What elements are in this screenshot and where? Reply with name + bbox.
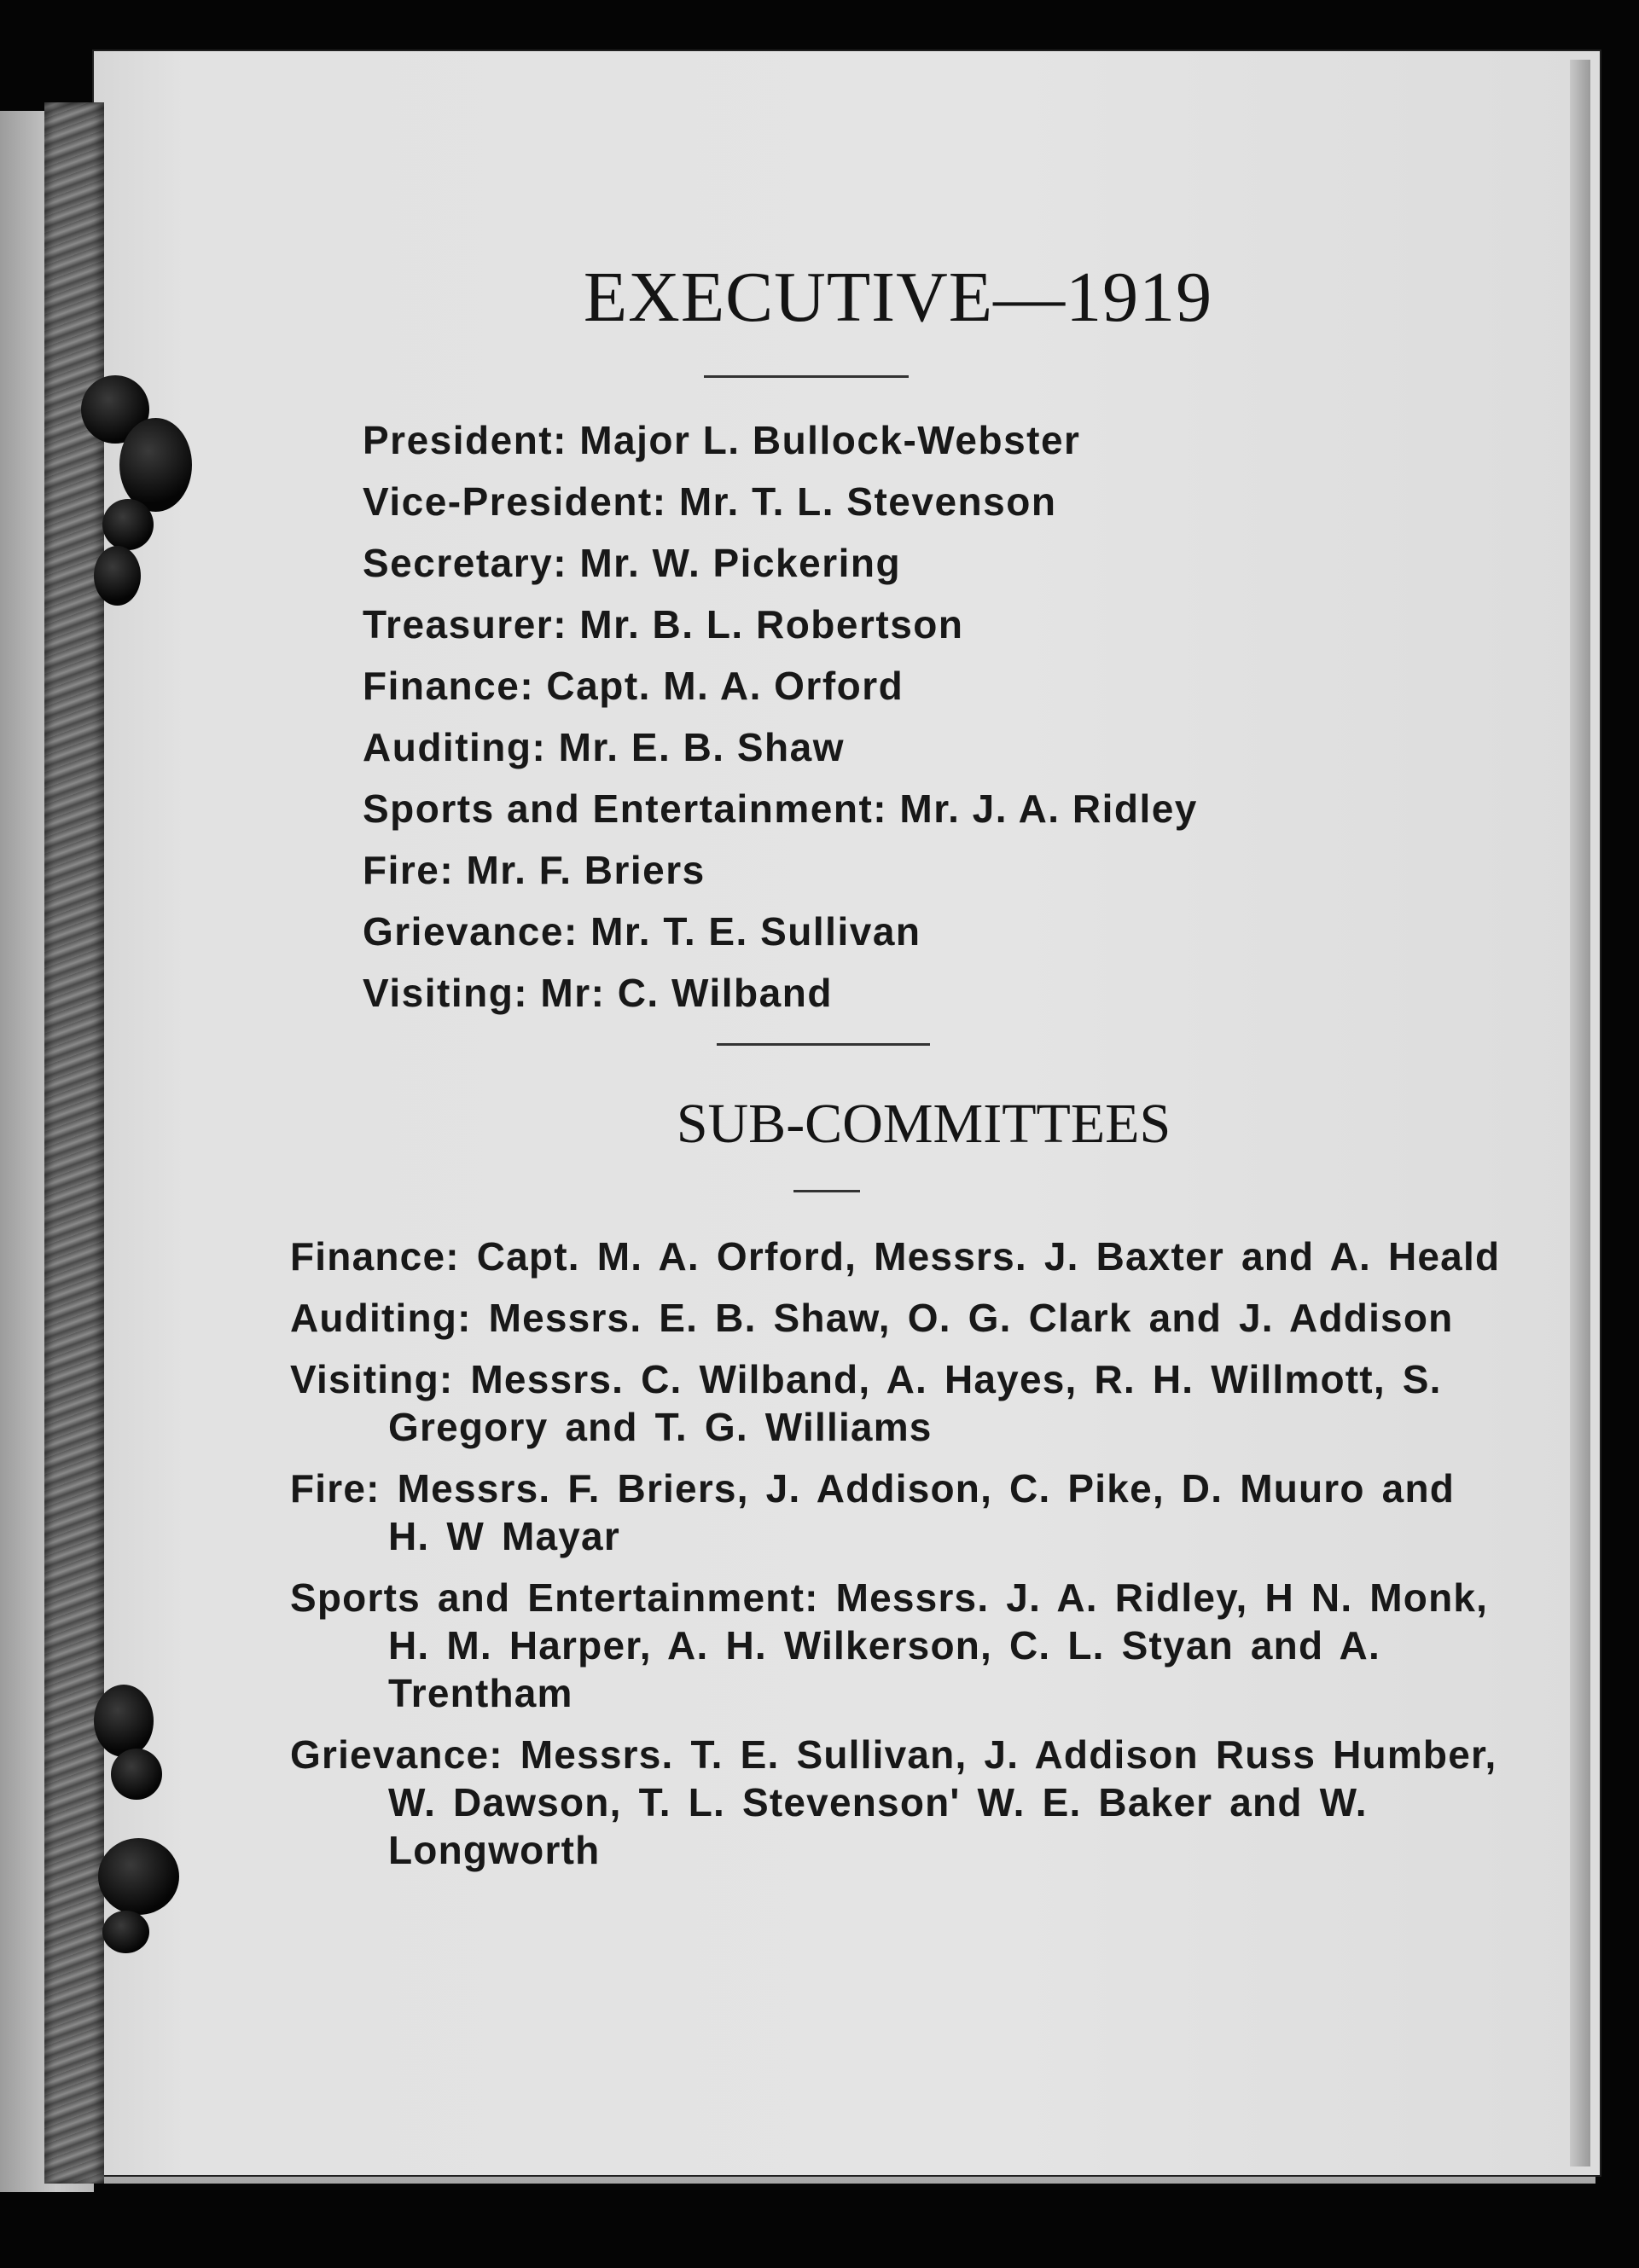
page-right-edge (1570, 60, 1590, 2166)
officer-entry: Visiting: Mr: C. Wilband (363, 971, 833, 1015)
subcommittee-entry: Finance: Capt. M. A. Orford, Messrs. J. Baxter and A. Heald (290, 1234, 1501, 1279)
officer-entry: Treasurer: Mr. B. L. Robertson (363, 602, 964, 647)
divider-rule (717, 1043, 930, 1046)
officer-entry: Fire: Mr. F. Briers (363, 848, 706, 892)
subcommittee-entry: Auditing: Messrs. E. B. Shaw, O. G. Clark and J. Addison (290, 1296, 1454, 1340)
officer-entry: Sports and Entertainment: Mr. J. A. Ridley (363, 786, 1198, 831)
subcommittee-entry: Fire: Messrs. F. Briers, J. Addison, C. Pike, D. Muuro and H. W Mayar (290, 1466, 1456, 1558)
officer-entry: President: Major L. Bullock-Webster (363, 418, 1081, 462)
document-sheet (94, 51, 1600, 2175)
officer-entry: Finance: Capt. M. A. Orford (363, 664, 904, 708)
officer-entry: Auditing: Mr. E. B. Shaw (363, 725, 845, 769)
binding-knot (94, 1685, 154, 1757)
executive-title: EXECUTIVE—1919 (583, 258, 1213, 337)
executive-officers-list (363, 409, 1198, 1024)
officer-entry: Grievance: Mr. T. E. Sullivan (363, 909, 921, 954)
binding-knot (94, 546, 141, 606)
binding-knot (119, 418, 192, 512)
officer-entry: Vice-President: Mr. T. L. Stevenson (363, 479, 1057, 524)
binding-knot (98, 1838, 179, 1915)
subcommittee-entry: Sports and Entertainment: Messrs. J. A. Ridley, H N. Monk, H. M. Harper, A. H. Wilkerson, C. L. Styan and A. Trentham (290, 1575, 1489, 1715)
subcommittees-list (290, 1233, 1502, 1888)
binding-knot (102, 1911, 149, 1953)
officer-entry: Secretary: Mr. W. Pickering (363, 541, 902, 585)
subcommittee-entry: Visiting: Messrs. C. Wilband, A. Hayes, R. H. Willmott, S. Gregory and T. G. Williams (290, 1357, 1442, 1449)
binding-knot (111, 1749, 162, 1800)
divider-rule (704, 375, 909, 378)
divider-rule (793, 1190, 860, 1192)
subcommittees-title: SUB-COMMITTEES (676, 1093, 1171, 1155)
binding-knot (102, 499, 154, 550)
subcommittee-entry: Grievance: Messrs. T. E. Sullivan, J. Addison Russ Humber, W. Dawson, T. L. Stevenson' W. E. Baker and W. Longworth (290, 1732, 1497, 1872)
